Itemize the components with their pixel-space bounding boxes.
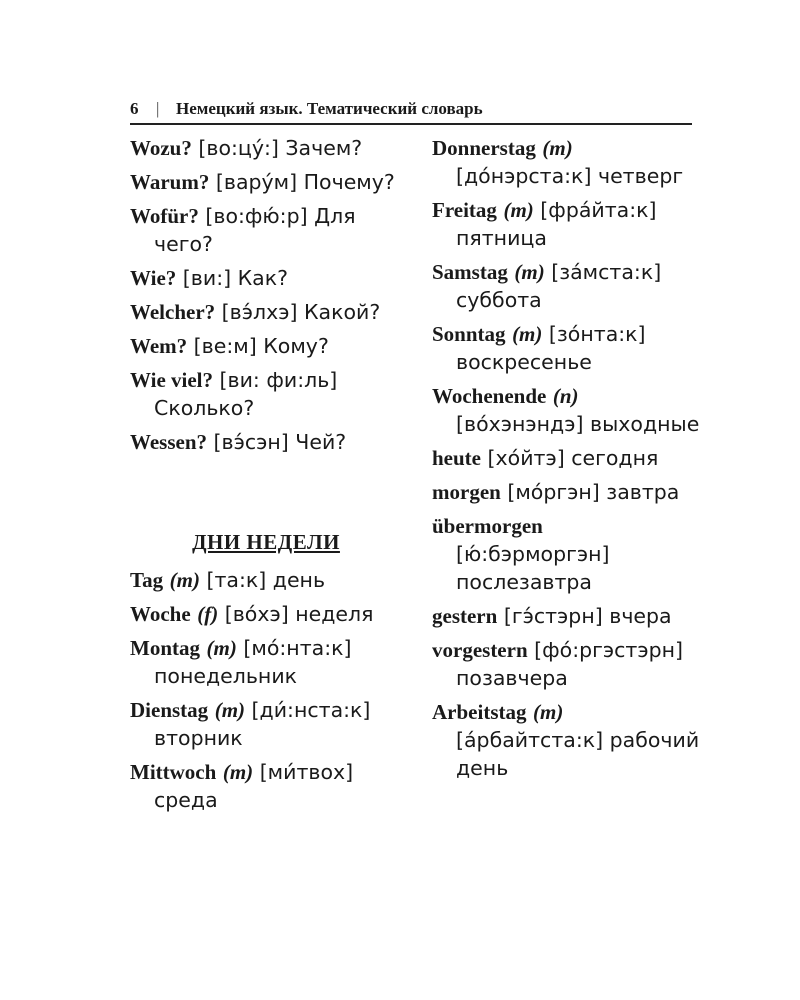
dictionary-entry	[432, 512, 702, 596]
dictionary-entry	[130, 634, 402, 690]
entry-gender: (m)	[503, 198, 534, 222]
section-title: ДНИ НЕДЕЛИ	[192, 530, 340, 554]
entry-definition: [во́хэнэндэ] выходные	[456, 412, 700, 436]
entry-gender: (m)	[514, 260, 545, 284]
dictionary-entry	[130, 168, 402, 196]
dictionary-entry	[130, 566, 402, 594]
entry-definition: [во:цу́:] Зачем?	[191, 136, 363, 160]
entry-definition: [ви: фи:ль] Сколько?	[154, 368, 338, 420]
entry-definition: [та:к] день	[199, 568, 326, 592]
entry-headword: Wie viel?	[130, 368, 214, 392]
entry-gender: (m)	[512, 322, 543, 346]
dictionary-entry	[432, 196, 702, 252]
question-words-list	[130, 134, 402, 456]
entry-headword: Woche	[130, 602, 191, 626]
entry-definition: [за́мста:к] суббота	[456, 260, 662, 312]
dictionary-entry	[432, 602, 702, 630]
entry-definition: [фра́йта:к] пятница	[456, 198, 657, 250]
entry-headword: Wie?	[130, 266, 177, 290]
entry-headword: Freitag	[432, 198, 497, 222]
entry-headword: Dienstag	[130, 698, 209, 722]
entry-headword: Wessen?	[130, 430, 208, 454]
dictionary-entry	[130, 264, 402, 292]
page-header	[130, 95, 692, 125]
entry-headword: übermorgen	[432, 514, 543, 538]
entry-headword: Warum?	[130, 170, 210, 194]
entry-definition: [во:фю́:р] Для чего?	[154, 204, 356, 256]
entry-gender: (m)	[222, 760, 254, 784]
entry-definition: [фо́:ргэстэрн] позавчера	[456, 638, 684, 690]
entry-headword: Mittwoch	[130, 760, 217, 784]
dictionary-entry	[432, 478, 702, 506]
dictionary-entry	[432, 636, 702, 692]
entry-definition: [ди́:нста:к] вторник	[154, 698, 371, 750]
entry-headword: gestern	[432, 604, 498, 628]
entry-headword: Montag	[130, 636, 200, 660]
dictionary-entry	[432, 258, 702, 314]
entry-gender: (m)	[214, 698, 246, 722]
entry-definition: [во́хэ] неделя	[218, 602, 374, 626]
entry-definition: [хо́йтэ] сегодня	[481, 446, 659, 470]
dictionary-entry	[432, 320, 702, 376]
entry-definition: [а́рбайтста:к] рабочий день	[456, 728, 700, 780]
entry-headword: heute	[432, 446, 481, 470]
header-separator: |	[156, 99, 160, 118]
dictionary-entry	[130, 428, 402, 456]
dictionary-entry	[130, 298, 402, 326]
dictionary-entry	[432, 134, 702, 190]
dictionary-entry	[130, 134, 402, 162]
entry-headword: Wozu?	[130, 136, 192, 160]
dictionary-entry	[432, 382, 702, 438]
entry-definition: [вэ́сэн] Чей?	[207, 430, 347, 454]
book-title: Немецкий язык. Тематический словарь	[176, 99, 483, 118]
entry-definition: [ви:] Как?	[176, 266, 289, 290]
entry-definition: [ве:м] Кому?	[187, 334, 329, 358]
entry-definition: [мо́ргэн] завтра	[500, 480, 680, 504]
entry-definition: [ми́твох] среда	[154, 760, 354, 812]
dictionary-entry	[432, 444, 702, 472]
entry-definition: [вару́м] Почему?	[209, 170, 395, 194]
dictionary-entry	[130, 332, 402, 360]
entry-headword: Wem?	[130, 334, 188, 358]
entry-headword: Donnerstag	[432, 136, 536, 160]
entry-headword: Sonntag	[432, 322, 506, 346]
dictionary-entry	[130, 202, 402, 258]
dictionary-entry	[432, 698, 702, 782]
entry-gender: (m)	[542, 136, 573, 160]
left-column	[130, 134, 402, 820]
entry-headword: Welcher?	[130, 300, 216, 324]
dictionary-entry	[130, 600, 402, 628]
entry-gender: (m)	[206, 636, 237, 660]
entry-definition: [вэ́лхэ] Какой?	[215, 300, 381, 324]
entry-definition: [гэ́стэрн] вчера	[497, 604, 672, 628]
entry-headword: Arbeitstag	[432, 700, 527, 724]
entry-headword: morgen	[432, 480, 501, 504]
entry-gender: (m)	[169, 568, 200, 592]
entry-definition: [мо́:нта:к] понедельник	[154, 636, 352, 688]
right-column	[432, 134, 702, 788]
entry-headword: Samstag	[432, 260, 508, 284]
entry-headword: Wochenende	[432, 384, 547, 408]
weekdays-list	[130, 566, 402, 814]
entry-definition: [зо́нта:к] воскресенье	[456, 322, 646, 374]
entry-definition: [до́нэрста:к] четверг	[456, 164, 684, 188]
entry-definition: [ю́:бэрморгэн] послезавтра	[456, 542, 610, 594]
dictionary-entry	[130, 696, 402, 752]
entry-gender: (m)	[533, 700, 564, 724]
entry-headword: Wofür?	[130, 204, 199, 228]
page-number: 6	[130, 99, 139, 118]
dictionary-entry	[130, 758, 402, 814]
dictionary-entry	[130, 366, 402, 422]
entry-headword: Tag	[130, 568, 164, 592]
entry-gender: (f)	[197, 602, 219, 626]
entry-headword: vorgestern	[432, 638, 528, 662]
entry-gender: (n)	[552, 384, 579, 408]
